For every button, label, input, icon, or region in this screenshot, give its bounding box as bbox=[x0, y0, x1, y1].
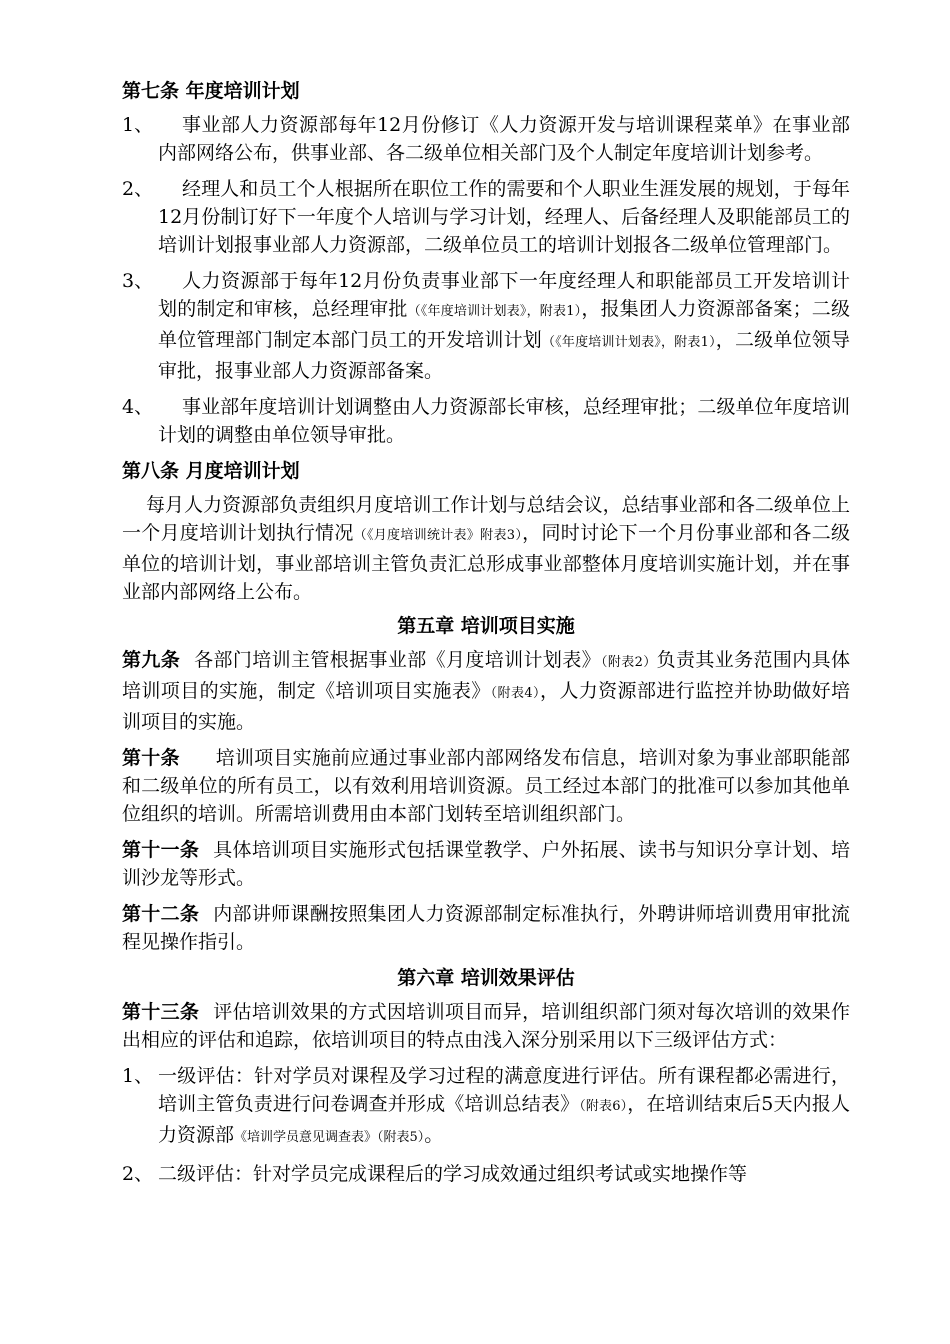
text-run: 人力资源部于每年12月份负责事业部下一年度经理人和职能部员工开发培训计划的制定和审核，总经理审批 bbox=[158, 270, 850, 320]
annex-note: 《培训学员意见调查表》（附表5） bbox=[234, 1130, 425, 1145]
article12-paragraph bbox=[122, 900, 850, 956]
text-run: ，二级单位领导审批，报事业部人力资源部备案。 bbox=[158, 329, 850, 382]
list-number: 2、 bbox=[122, 178, 154, 200]
text-run: 评估培训效果的方式因培训项目而异，培训组织部门须对每次培训的效果作出相应的评估和追踪，依培训项目的特点由浅入深分别采用以下三级评估方式： bbox=[122, 1001, 850, 1051]
list-item bbox=[122, 393, 850, 449]
chapter5-heading: 第五章 培训项目实施 bbox=[397, 615, 575, 637]
text-run: 具体培训项目实施形式包括课堂教学、户外拓展、读书与知识分享计划、培训沙龙等形式。 bbox=[122, 839, 850, 889]
text-run: 各部门培训主管根据事业部《月度培训计划表》 bbox=[194, 649, 601, 671]
article-label: 第十二条 bbox=[122, 903, 200, 925]
list-item bbox=[122, 1160, 850, 1188]
list-item bbox=[122, 1062, 850, 1152]
list-item bbox=[122, 111, 850, 167]
list-number: 4、 bbox=[122, 396, 154, 418]
text-run: ，在培训结束后5天内报人力资源部 bbox=[158, 1093, 850, 1146]
annex-note: （《年度培训计划表》，附表1） bbox=[407, 304, 582, 319]
article8-paragraph bbox=[122, 491, 850, 606]
list-text bbox=[158, 1062, 850, 1152]
text-run: 内部讲师课酬按照集团人力资源部制定标准执行，外聘讲师培训费用审批流程见操作指引。 bbox=[122, 903, 850, 953]
list-text: 事业部人力资源部每年12月份修订《人力资源开发与培训课程菜单》在事业部内部网络公布，供事业部、各二级单位相关部门及个人制定年度培训计划参考。 bbox=[158, 114, 850, 164]
article9-paragraph bbox=[122, 646, 850, 736]
document-body bbox=[122, 77, 850, 1196]
annex-note: （《年度培训计划表》，附表1） bbox=[542, 335, 716, 350]
annex-note: （附表6） bbox=[579, 1099, 628, 1114]
list-text: 经理人和员工个人根据所在职位工作的需要和个人职业生涯发展的规划，于每年12月份制订好下一年度个人培训与学习计划，经理人、后备经理人及职能部员工的培训计划报事业部人力资源部，二级单位员工的培训计划报各二级单位管理部门。 bbox=[158, 178, 850, 256]
text-run: ，人力资源部进行监控并协助做好培训项目的实施。 bbox=[122, 680, 850, 733]
text-run: 。 bbox=[424, 1124, 444, 1146]
list-item bbox=[122, 175, 850, 259]
text-run: 一级评估：针对学员对课程及学习过程的满意度进行评估。所有课程都必需进行，培训主管负责进行问卷调查并形成《培训总结表》 bbox=[158, 1065, 850, 1115]
list-number: 2、 bbox=[122, 1163, 154, 1185]
list-number: 3、 bbox=[122, 270, 154, 292]
chapter6-heading: 第六章 培训效果评估 bbox=[397, 967, 575, 989]
list-item bbox=[122, 267, 850, 385]
article-label: 第十三条 bbox=[122, 1001, 200, 1023]
annex-note: （《月度培训统计表》附表3） bbox=[353, 528, 523, 543]
article-label: 第九条 bbox=[122, 649, 181, 671]
list-number: 1、 bbox=[122, 114, 154, 136]
text-run: 每月人力资源部负责组织月度培训工作计划与总结会议，总结事业部和各二级单位上一个月度培训计划执行情况 bbox=[122, 494, 850, 544]
list-text: 二级评估：针对学员完成课程后的学习成效通过组织考试或实地操作等 bbox=[158, 1163, 748, 1185]
annex-note: （附表4） bbox=[490, 686, 540, 701]
article8-heading: 第八条 月度培训计划 bbox=[122, 460, 300, 482]
text-run: 负责其业务范围内具体培训项目的实施，制定《培训项目实施表》 bbox=[122, 649, 850, 702]
list-text: 事业部年度培训计划调整由人力资源部长审核，总经理审批；二级单位年度培训计划的调整由单位领导审批。 bbox=[158, 396, 850, 446]
annex-note: （附表2） bbox=[600, 655, 657, 670]
article13-paragraph bbox=[122, 998, 850, 1054]
list-number: 1、 bbox=[122, 1065, 154, 1087]
text-run: ，同时讨论下一个月份事业部和各二级单位的培训计划，事业部培训主管负责汇总形成事业部整体月度培训实施计划，并在事业部内部网络上公布。 bbox=[122, 522, 850, 603]
list-text bbox=[158, 267, 850, 385]
article7-heading: 第七条 年度培训计划 bbox=[122, 80, 300, 102]
article10-paragraph bbox=[122, 744, 850, 828]
article11-paragraph bbox=[122, 836, 850, 892]
article-label: 第十条 bbox=[122, 747, 180, 769]
text-run: ，报集团人力资源部备案；二级单位管理部门制定本部门员工的开发培训计划 bbox=[158, 298, 850, 351]
text-run: 培训项目实施前应通过事业部内部网络发布信息，培训对象为事业部职能部和二级单位的所有员工，以有效利用培训资源。员工经过本部门的批准可以参加其他单位组织的培训。所需培训费用由本部门划转至培训组织部门。 bbox=[122, 747, 850, 825]
article-label: 第十一条 bbox=[122, 839, 200, 861]
